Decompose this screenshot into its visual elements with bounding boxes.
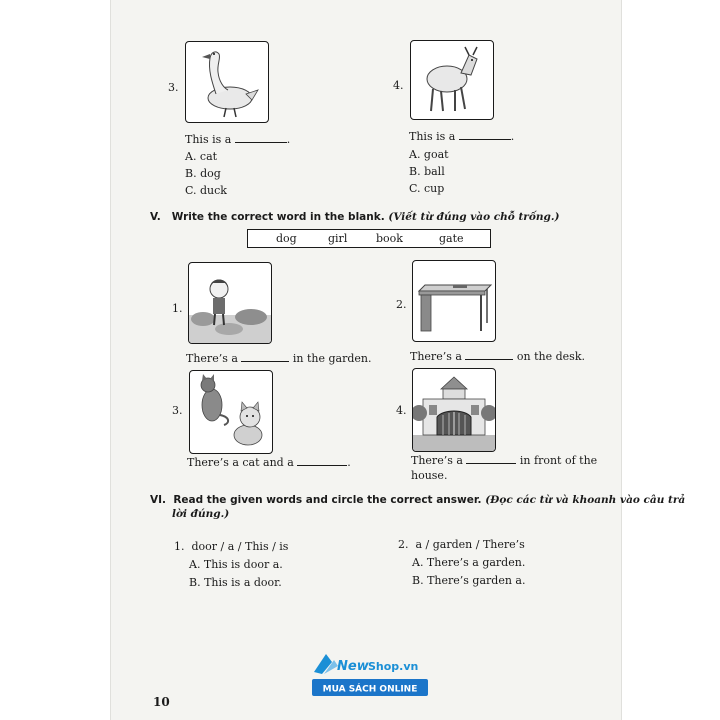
scrambled-words: 2. a / garden / There’s: [398, 538, 525, 551]
option-a[interactable]: A. There’s a garden.: [412, 556, 526, 569]
item-number: 1.: [172, 302, 183, 315]
cat-and-dog-icon: [190, 371, 272, 453]
svg-text:New: New: [337, 659, 369, 674]
item-number: 3.: [172, 404, 183, 417]
book-icon: [453, 285, 467, 288]
cat-and-dog-picture: [189, 370, 273, 454]
girl-icon: [189, 263, 271, 343]
svg-text:MUA SÁCH ONLINE: MUA SÁCH ONLINE: [322, 684, 418, 695]
sentence-line: This is a .: [185, 133, 291, 146]
option-a[interactable]: A. This is door a.: [189, 558, 283, 571]
sentence-line: There’s a cat and a .: [187, 456, 351, 469]
word-bank-item: book: [376, 232, 403, 245]
section-v-heading: V. Write the correct word in the blank. (Viết từ đúng vào chỗ trống.): [150, 211, 560, 223]
answer-blank[interactable]: [466, 454, 516, 464]
newshop-watermark-logo: [310, 648, 430, 700]
option-b[interactable]: B. ball: [409, 165, 445, 178]
sentence-line: There’s a on the desk.: [410, 350, 585, 363]
option-a[interactable]: A. cat: [185, 150, 218, 163]
arrow-logo-icon: [314, 654, 332, 674]
sentence-line: There’s a in the garden.: [186, 352, 372, 365]
answer-blank[interactable]: [459, 130, 511, 140]
section-vi-heading: VI. Read the given words and circle the correct answer. (Đọc các từ và khoanh vào câu trả: [150, 494, 686, 506]
house-icon: [413, 369, 495, 451]
desk-icon: [413, 261, 495, 341]
sentence-line: This is a .: [409, 130, 515, 143]
option-b[interactable]: B. There’s garden a.: [412, 574, 526, 587]
gate-icon: [437, 411, 471, 435]
sentence-line: There’s a in front of the: [411, 454, 598, 467]
answer-blank[interactable]: [465, 350, 513, 360]
word-bank-item: dog: [276, 232, 297, 245]
item-number: 4.: [396, 404, 407, 417]
word-bank: [247, 229, 491, 248]
option-c[interactable]: C. cup: [409, 182, 445, 195]
word-bank-item: girl: [328, 232, 348, 245]
option-a[interactable]: A. goat: [409, 148, 449, 161]
word-bank-item: gate: [439, 232, 464, 245]
option-b[interactable]: B. dog: [185, 167, 221, 180]
page-number: 10: [153, 695, 170, 709]
sentence-line-continued: house.: [411, 469, 448, 482]
goose-picture: [185, 41, 269, 123]
answer-blank[interactable]: [241, 352, 289, 362]
section-vi-heading-continued: lời đúng.): [172, 508, 230, 520]
svg-text:Shop.vn: Shop.vn: [368, 660, 419, 673]
gate-house-picture: [412, 368, 496, 452]
answer-blank[interactable]: [235, 133, 287, 143]
scrambled-words: 1. door / a / This / is: [174, 540, 289, 553]
goat-icon: [411, 41, 493, 119]
book-on-desk-picture: [412, 260, 496, 342]
option-b[interactable]: B. This is a door.: [189, 576, 282, 589]
item-number: 2.: [396, 298, 407, 311]
girl-in-garden-picture: [188, 262, 272, 344]
item-number: 4.: [393, 79, 404, 92]
option-c[interactable]: C. duck: [185, 184, 227, 197]
item-number: 3.: [168, 81, 179, 94]
answer-blank[interactable]: [297, 456, 347, 466]
goat-picture: [410, 40, 494, 120]
goose-icon: [186, 42, 268, 122]
